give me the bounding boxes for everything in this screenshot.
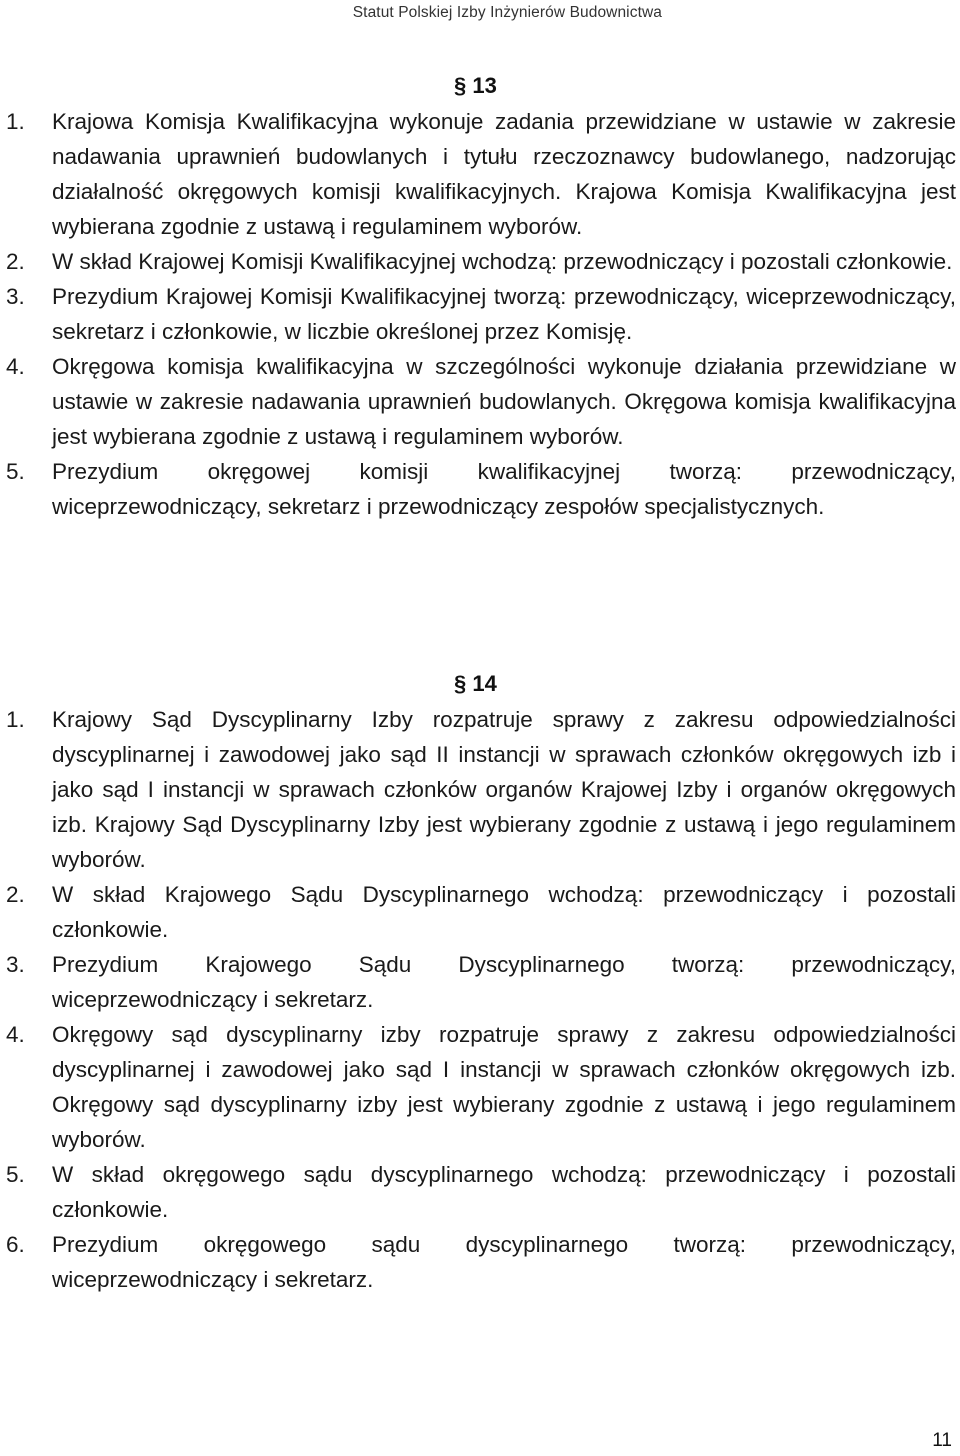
section-14-item-1 (6, 702, 956, 877)
item-number: 6. (6, 1232, 25, 1257)
item-number: 1. (6, 707, 25, 732)
item-text: Krajowa Komisja Kwalifikacyjna wykonuje zadania przewidziane w ustawie w zakresie nadawania uprawnień budowlanych i tytułu rzeczoznawcy budowlanego, nadzorując działalność okręgowych komisji kwalifikacyjnych. Krajowa Komisja Kwalifikacyjna jest wybierana zgodnie z ustawą i regulaminem wyborów. (52, 109, 956, 239)
item-text: Prezydium Krajowej Komisji Kwalifikacyjnej tworzą: przewodniczący, wiceprzewodniczący, sekretarz i członkowie, w liczbie określonej przez Komisję. (52, 284, 956, 344)
section-13-item-4 (6, 349, 956, 454)
item-text: Krajowy Sąd Dyscyplinarny Izby rozpatruje sprawy z zakresu odpowiedzialności dyscyplinarnej i zawodowej jako sąd II instancji w sprawach członków okręgowych izb i jako sąd I instancji w sprawach członków organów Krajowej Izby i organów okręgowych izb. Krajowy Sąd Dyscyplinarny Izby jest wybierany zgodnie z ustawą i jego regulaminem wyborów. (52, 707, 956, 872)
item-number: 4. (6, 354, 25, 379)
item-number: 1. (6, 109, 25, 134)
item-number: 3. (6, 952, 25, 977)
item-text: Prezydium Krajowego Sądu Dyscyplinarnego tworzą: przewodniczący, wiceprzewodniczący i sekretarz. (52, 952, 956, 1012)
item-text: Prezydium okręgowego sądu dyscyplinarnego tworzą: przewodniczący, wiceprzewodniczący i sekretarz. (52, 1232, 956, 1292)
item-number: 2. (6, 882, 25, 907)
section-14-body (6, 702, 956, 1297)
item-number: 5. (6, 459, 25, 484)
section-14-item-5 (6, 1157, 956, 1227)
section-14-heading: § 14 (454, 671, 497, 696)
section-14-item-6 (6, 1227, 956, 1297)
section-13-item-2 (6, 244, 956, 279)
item-text: Okręgowa komisja kwalifikacyjna w szczególności wykonuje działania przewidziane w ustawie w zakresie nadawania uprawnień budowlanych. Okręgowa komisja kwalifikacyjna jest wybierana zgodnie z ustawą i regulaminem wyborów. (52, 354, 956, 449)
item-text: Okręgowy sąd dyscyplinarny izby rozpatruje sprawy z zakresu odpowiedzialności dyscyplinarnej i zawodowej jako sąd I instancji w sprawach członków okręgowych izb. Okręgowy sąd dyscyplinarny izby jest wybierany zgodnie z ustawą i jego regulaminem wyborów. (52, 1022, 956, 1152)
section-13-item-5 (6, 454, 956, 524)
section-13-item-1 (6, 104, 956, 244)
section-13-body (6, 104, 956, 524)
item-number: 3. (6, 284, 25, 309)
item-number: 5. (6, 1162, 25, 1187)
section-13-heading: § 13 (454, 73, 497, 98)
item-number: 2. (6, 249, 25, 274)
page-number: 11 (932, 1430, 952, 1451)
item-number: 4. (6, 1022, 25, 1047)
running-header: Statut Polskiej Izby Inżynierów Budownictwa (352, 4, 662, 21)
item-text: W skład okręgowego sądu dyscyplinarnego wchodzą: przewodniczący i pozostali członkowie. (52, 1162, 956, 1222)
item-text: W skład Krajowego Sądu Dyscyplinarnego wchodzą: przewodniczący i pozostali członkowie. (52, 882, 956, 942)
section-14-item-4 (6, 1017, 956, 1157)
section-14-item-3 (6, 947, 956, 1017)
item-text: Prezydium okręgowej komisji kwalifikacyjnej tworzą: przewodniczący, wiceprzewodniczący, sekretarz i przewodniczący zespołów specjalistycznych. (52, 459, 956, 519)
section-14-item-2 (6, 877, 956, 947)
section-13-item-3 (6, 279, 956, 349)
item-text: W skład Krajowej Komisji Kwalifikacyjnej wchodzą: przewodniczący i pozostali członkowie. (52, 249, 953, 274)
